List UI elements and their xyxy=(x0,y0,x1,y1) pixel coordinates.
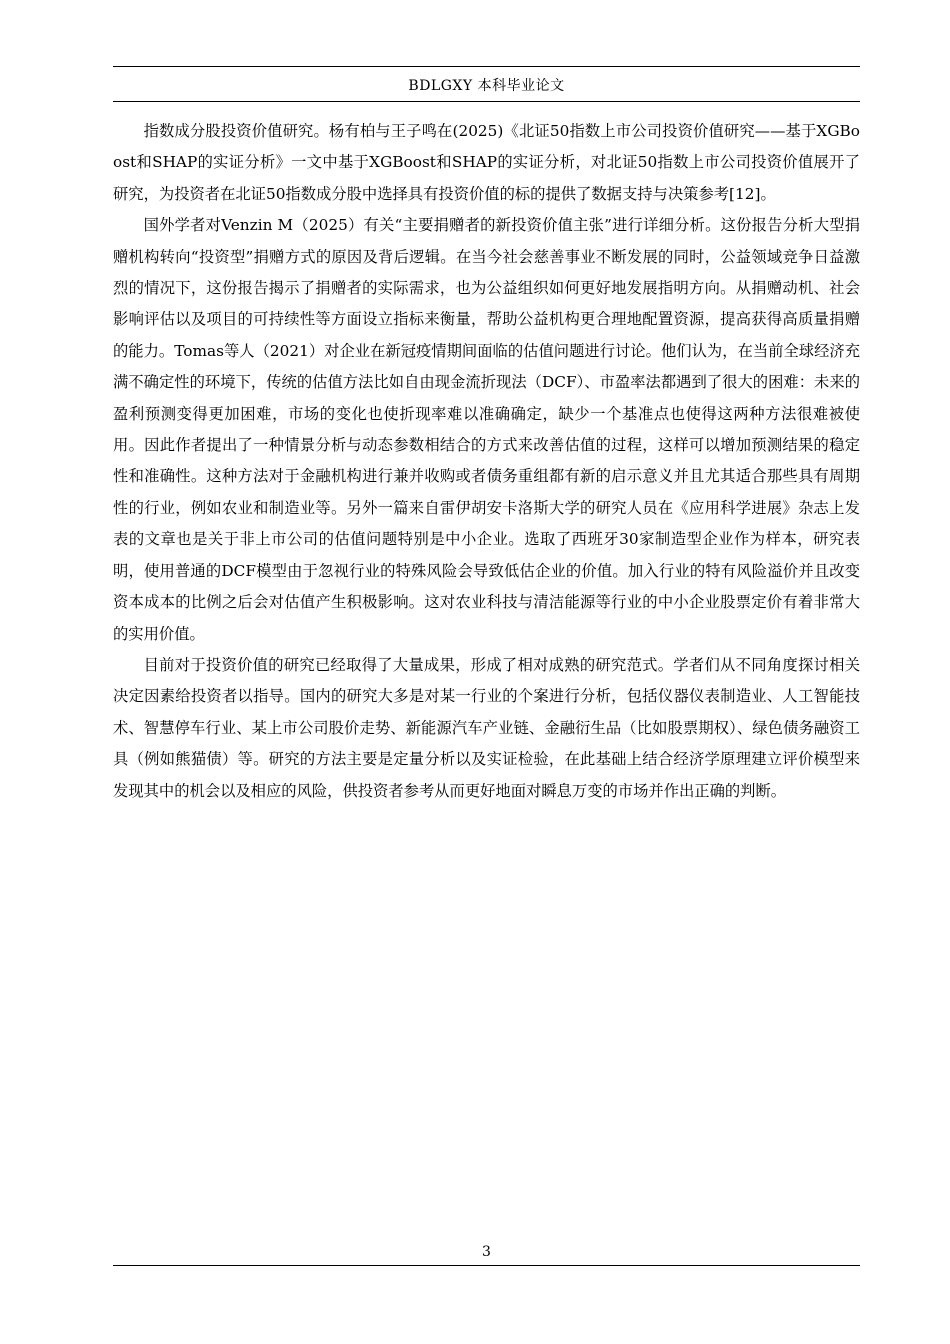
footer-rule xyxy=(113,1265,860,1266)
paragraph-3: 目前对于投资价值的研究已经取得了大量成果，形成了相对成熟的研究范式。学者们从不同角度探讨相关决定因素给投资者以指导。国内的研究大多是对某一行业的个案进行分析，包括仪器仪表制造业、人工智能技术、智慧停车行业、某上市公司股价走势、新能源汽车产业链、金融衍生品（比如股票期权）、绿色债务融资工具（例如熊猫债）等。研究的方法主要是定量分析以及实证检验，在此基础上结合经济学原理建立评价模型来发现其中的机会以及相应的风险，供投资者参考从而更好地面对瞬息万变的市场并作出正确的判断。 xyxy=(113,655,860,800)
main-body xyxy=(113,116,860,807)
paragraph-1: 指数成分股投资价值研究。杨有柏与王子鸣在(2025)《北证50指数上市公司投资价值研究——基于XGBoost和SHAP的实证分析》一文中基于XGBoost和SHAP的实证分析，对北证50指数上市公司投资价值展开了研究，为投资者在北证50指数成分股中选择具有投资价值的标的提供了数据支持与决策参考[12]。 xyxy=(113,122,860,203)
header-top-rule xyxy=(113,66,860,67)
paragraph-2: 国外学者对Venzin M（2025）有关“主要捐赠者的新投资价值主张”进行详细分析。这份报告分析大型捐赠机构转向“投资型”捐赠方式的原因及背后逻辑。在当今社会慈善事业不断发展的同时，公益领域竞争日益激烈的情况下，这份报告揭示了捐赠者的实际需求，也为公益组织如何更好地发展指明方向。从捐赠动机、社会影响评估以及项目的可持续性等方面设立指标来衡量，帮助公益机构更合理地配置资源，提高获得高质量捐赠的能力。Tomas等人（2021）对企业在新冠疫情期间面临的估值问题进行讨论。他们认为，在当前全球经济充满不确定性的环境下，传统的估值方法比如自由现金流折现法（DCF）、市盈率法都遇到了很大的困难：未来的盈利预测变得更加困难，市场的变化也使折现率难以准确确定，缺少一个基准点也使得这两种方法很难被使用。因此作者提出了一种情景分析与动态参数相结合的方式来改善估值的过程，这样可以增加预测结果的稳定性和准确性。这种方法对于金融机构进行兼并收购或者债务重组都有新的启示意义并且尤其适合那些具有周期性的行业，例如农业和制造业等。另外一篇来自雷伊胡安卡洛斯大学的研究人员在《应用科学进展》杂志上发表的文章也是关于非上市公司的估值问题特别是中小企业。选取了西班牙30家制造型企业作为样本，研究表明，使用普通的DCF模型由于忽视行业的特殊风险会导致低估企业的价值。加入行业的特有风险溢价并且改变资本成本的比例之后会对估值产生积极影响。这对农业科技与清洁能源等行业的中小企业股票定价有着非常大的实用价值。 xyxy=(113,216,860,643)
header-bottom-rule xyxy=(113,101,860,102)
page-number: 3 xyxy=(482,1244,491,1260)
running-header: BDLGXY 本科毕业论文 xyxy=(408,78,565,94)
